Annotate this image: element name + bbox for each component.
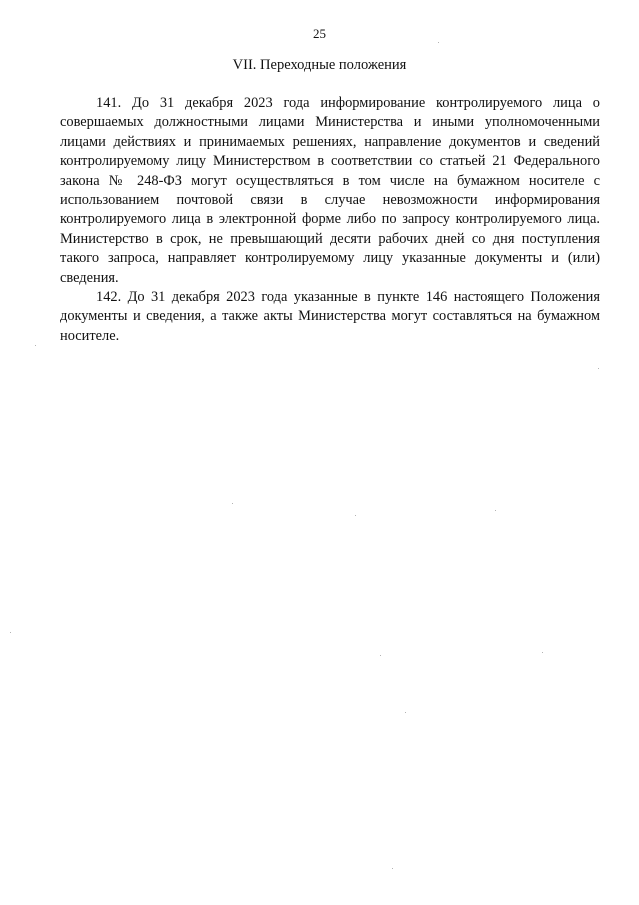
scan-speck — [10, 632, 11, 633]
scan-speck — [355, 515, 356, 516]
section-title: VII. Переходные положения — [232, 57, 407, 73]
scan-speck — [598, 368, 599, 369]
scan-speck — [438, 42, 439, 43]
scan-speck — [392, 868, 393, 869]
scan-speck — [405, 712, 406, 713]
scan-speck — [380, 655, 381, 656]
scan-speck — [232, 503, 233, 504]
scan-speck — [495, 510, 496, 511]
body-text — [60, 94, 600, 346]
scan-speck — [542, 652, 543, 653]
scan-speck — [35, 345, 36, 346]
paragraph-142: 142. До 31 декабря 2023 года указанные в пункте 146 настоящего Положения документы и сведения, а также акты Министерства могут составляться на бумажном носителе. — [60, 289, 600, 344]
page-number: 25 — [313, 26, 326, 41]
paragraph-141: 141. До 31 декабря 2023 года информирование контролируемого лица о совершаемых должностными лицами Министерства и иными уполномоченными лицами действиях и принимаемых решениях, направление документов и сведений контролируемому лицу Министерством в соответствии со статьей 21 Федерального закона № 248-ФЗ могут осуществляться в том числе на бумажном носителе с использованием почтовой связи в случае невозможности информирования контролируемого лица в электронной форме либо по запросу контролируемого лица. Министерство в срок, не превышающий десяти рабочих дней со дня поступления такого запроса, направляет контролируемому лицу указанные документы и (или) сведения. — [60, 95, 600, 286]
